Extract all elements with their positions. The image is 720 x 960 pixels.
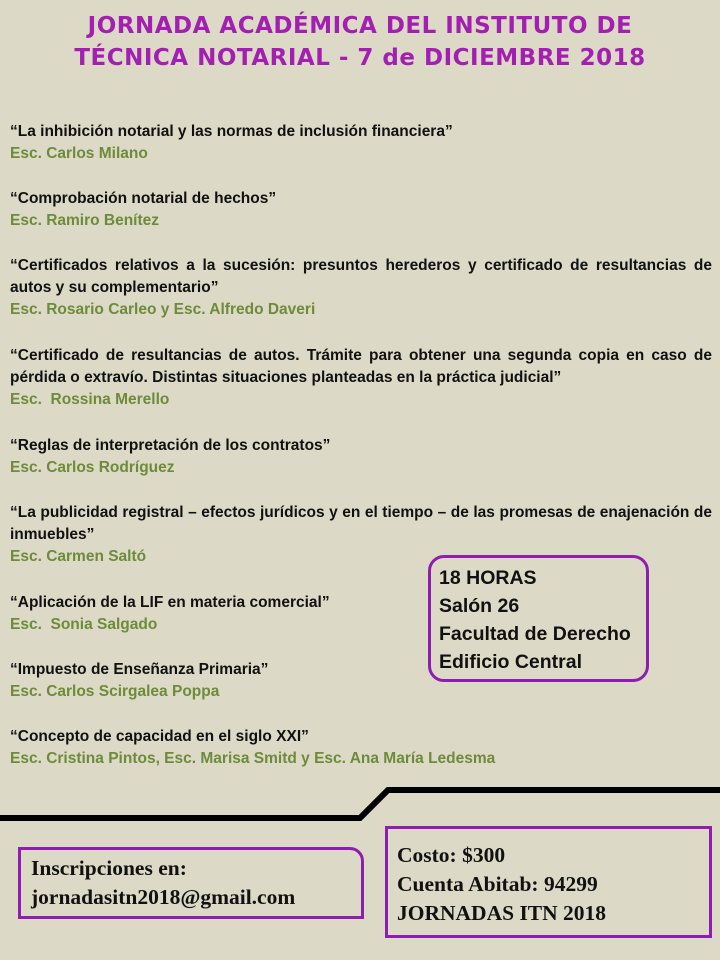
talk-title: “Comprobación notarial de hechos”	[10, 190, 277, 207]
page-title-line-1: JORNADA ACADÉMICA DEL INSTITUTO DE	[87, 13, 633, 39]
venue-building: Edificio Central	[439, 651, 583, 673]
cost-box	[385, 826, 712, 938]
cost-account: Cuenta Abitab: 94299	[397, 872, 598, 896]
talk-title: “Concepto de capacidad en el siglo XXI”	[10, 728, 309, 745]
talk-title: “Aplicación de la LIF en materia comercial”	[10, 594, 330, 611]
talk-title: “Certificados relativos a la sucesión: presuntos herederos y certificado de resultancias de autos y su complementario”	[10, 257, 712, 296]
signup-box	[18, 847, 364, 919]
talk-speaker: Esc. Carlos Scirgalea Poppa	[10, 683, 220, 700]
page-title-line-2: TÉCNICA NOTARIAL - 7 de DICIEMBRE 2018	[74, 45, 646, 71]
signup-email[interactable]: jornadasitn2018@gmail.com	[31, 885, 296, 909]
cost-reference: JORNADAS ITN 2018	[397, 901, 607, 925]
venue-time: 18 HORAS	[439, 567, 537, 589]
talk-title: “Impuesto de Enseñanza Primaria”	[10, 661, 269, 678]
talk-speaker: Esc. Rossina Merello	[10, 391, 170, 408]
talk-speaker: Esc. Cristina Pintos, Esc. Marisa Smitd y Esc. Ana María Ledesma	[10, 750, 496, 767]
cost-price: Costo: $300	[397, 843, 506, 867]
talk-speaker: Esc. Ramiro Benítez	[10, 212, 160, 229]
talk-speaker: Esc. Carmen Saltó	[10, 548, 147, 565]
talk-speaker: Esc. Carlos Milano	[10, 145, 148, 162]
talk-title: “Certificado de resultancias de autos. Trámite para obtener una segunda copia en caso de pérdida o extravío. Distintas situaciones planteadas en la práctica judicial”	[10, 347, 712, 386]
talk-speaker: Esc. Sonia Salgado	[10, 616, 158, 633]
venue-faculty: Facultad de Derecho	[439, 623, 631, 645]
talk-speaker: Esc. Carlos Rodríguez	[10, 459, 175, 476]
signup-label: Inscripciones en:	[31, 856, 187, 880]
talk-title: “La inhibición notarial y las normas de inclusión financiera”	[10, 123, 453, 140]
talk-speaker: Esc. Rosario Carleo y Esc. Alfredo Daveri	[10, 301, 316, 318]
talk-title: “La publicidad registral – efectos jurídicos y en el tiempo – de las promesas de enajenación de inmuebles”	[10, 504, 712, 543]
venue-room: Salón 26	[439, 595, 520, 617]
talk-title: “Reglas de interpretación de los contratos”	[10, 437, 331, 454]
